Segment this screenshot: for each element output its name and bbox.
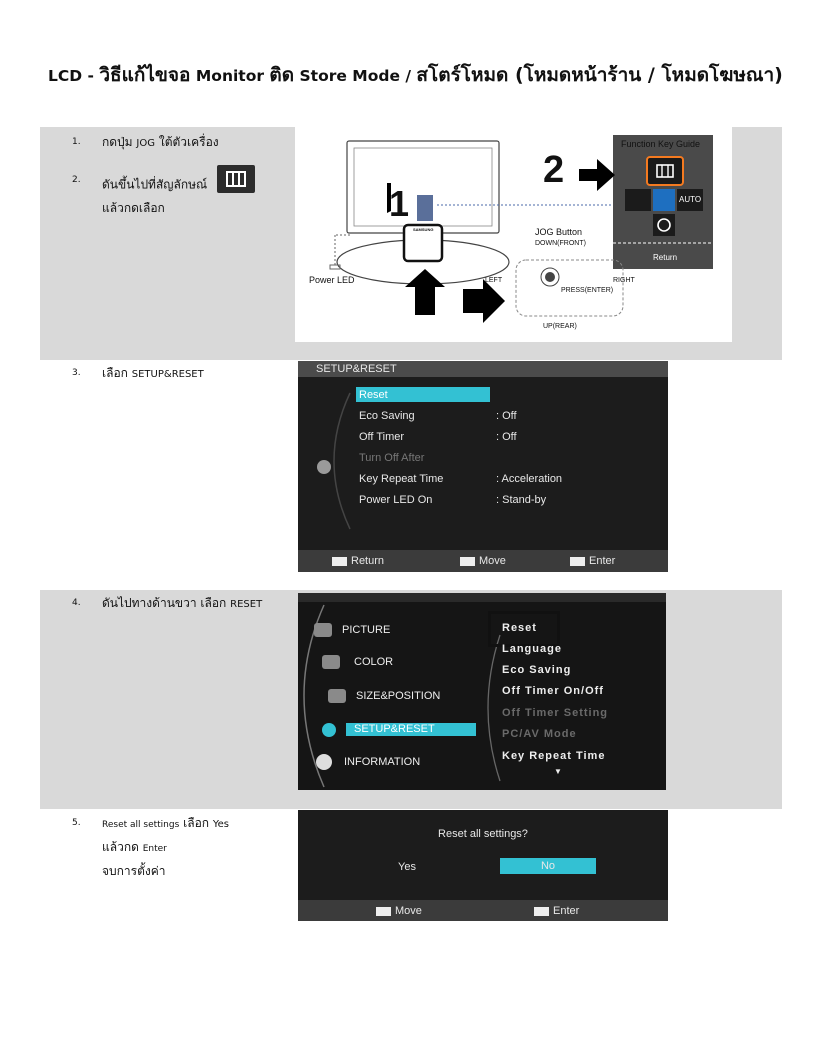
menu-item-off-timer[interactable]: Off Timer	[359, 431, 405, 443]
power-key	[653, 214, 675, 236]
dialog-footer-enter: Enter	[534, 905, 579, 917]
enter-key-icon	[534, 907, 549, 916]
title-thai-fix: วิธีแก้ไขจอ	[99, 64, 191, 86]
submenu-curve	[482, 633, 502, 783]
information-icon	[316, 754, 332, 770]
step-5: 5. Reset all settings เลือก Yes แล้วกด Enter จบการตั้งค่า	[72, 816, 230, 878]
label-2: 2	[543, 149, 565, 191]
setup-reset-osd	[298, 361, 668, 572]
reset-dialog-osd	[298, 810, 668, 921]
left-label: LEFT	[485, 277, 503, 284]
submenu-reset[interactable]: Reset	[502, 622, 537, 634]
title-thai-modes: สโตร์โหมด (โหมดหน้าร้าน / โหมดโฆษณา)	[416, 64, 783, 86]
dialog-footer-move: Move	[376, 905, 422, 917]
menu-color[interactable]: COLOR	[354, 656, 394, 668]
menu-key-highlight	[647, 157, 683, 185]
scroll-down-icon: ▼	[554, 767, 562, 776]
submenu-language[interactable]: Language	[502, 643, 562, 655]
left-key-icon	[332, 557, 347, 566]
no-button[interactable]: No	[500, 858, 596, 874]
submenu-off-timer-setting: Off Timer Setting	[502, 707, 609, 719]
dialog-footer	[298, 900, 668, 921]
footer-enter: Enter	[570, 555, 615, 567]
menu-grid-icon	[217, 165, 255, 193]
label-1: 1	[389, 183, 410, 224]
step-2: 2. ดันขึ้นไปที่สัญลักษณ์ แล้วกดเลือก	[72, 171, 292, 217]
submenu-eco-saving[interactable]: Eco Saving	[502, 664, 572, 676]
menu-item-reset[interactable]: Reset	[359, 389, 388, 401]
osd-footer	[298, 550, 668, 572]
function-key-guide-label: Function Key Guide	[621, 139, 701, 149]
gear-icon	[317, 460, 331, 474]
title-store-mode: Store Mode /	[299, 67, 412, 85]
yes-button[interactable]: Yes	[398, 861, 416, 873]
setup-gear-icon	[322, 723, 336, 737]
title-monitor: Monitor	[195, 67, 264, 85]
auto-key-label: AUTO	[679, 195, 702, 204]
step-4: 4. ดันไปทางด้านขวา เลือก RESET	[72, 596, 263, 610]
brand-label: SAMSUNG	[413, 227, 434, 232]
menu-setup-reset[interactable]: SETUP&RESET	[354, 723, 435, 735]
title-prefix: LCD -	[48, 67, 94, 85]
down-front-label: DOWN(FRONT)	[535, 240, 586, 247]
up-rear-label: UP(REAR)	[543, 323, 577, 330]
right-label: RIGHT	[613, 277, 635, 284]
menu-item-turn-off-after: Turn Off After	[359, 452, 425, 464]
step-1: 1. กดปุ่ม JOG ใต้ตัวเครื่อง	[72, 135, 219, 149]
submenu-pc-av-mode: PC/AV Mode	[502, 728, 577, 740]
menu-curve	[312, 391, 352, 531]
menu-picture[interactable]: PICTURE	[342, 624, 391, 636]
main-menu-osd	[298, 593, 666, 790]
right-key-icon	[570, 557, 585, 566]
arrow-right-icon	[579, 159, 615, 191]
menu-item-key-repeat[interactable]: Key Repeat Time	[359, 473, 444, 485]
step-3: 3. เลือก SETUP&RESET	[72, 366, 204, 380]
menu-item-power-led[interactable]: Power LED On	[359, 494, 433, 506]
jog-diagram	[295, 127, 732, 342]
mini-osd	[417, 195, 433, 221]
steps-1-2	[72, 133, 292, 217]
size-position-icon	[328, 689, 346, 703]
menu-item-eco-saving[interactable]: Eco Saving	[359, 410, 415, 422]
arrow-right-big-icon	[463, 279, 505, 323]
leftright-key-icon	[376, 907, 391, 916]
color-icon	[322, 655, 340, 669]
submenu-off-timer[interactable]: Off Timer On/Off	[502, 685, 604, 697]
submenu-key-repeat[interactable]: Key Repeat Time	[502, 750, 606, 762]
menu-size-position[interactable]: SIZE&POSITION	[356, 690, 441, 702]
title-thai-stuck: ติด	[269, 64, 295, 86]
updown-key-icon	[460, 557, 475, 566]
page-title	[48, 60, 783, 90]
picture-icon	[314, 623, 332, 637]
footer-move: Move	[460, 555, 506, 567]
jog-button-label: JOG Button	[535, 227, 583, 237]
key-repeat-value: : Acceleration	[496, 473, 563, 485]
reset-question: Reset all settings?	[438, 828, 528, 840]
osd-header: SETUP&RESET	[298, 361, 668, 377]
press-enter-label: PRESS(ENTER)	[561, 287, 614, 294]
footer-return: Return	[332, 555, 384, 567]
power-led-label: Power LED	[309, 275, 355, 285]
power-led-value: : Stand-by	[496, 494, 547, 506]
off-timer-value: : Off	[496, 431, 517, 443]
return-key	[653, 189, 675, 211]
eco-saving-value: : Off	[496, 410, 517, 422]
menu-information[interactable]: INFORMATION	[344, 756, 421, 768]
return-label: Return	[653, 253, 678, 262]
